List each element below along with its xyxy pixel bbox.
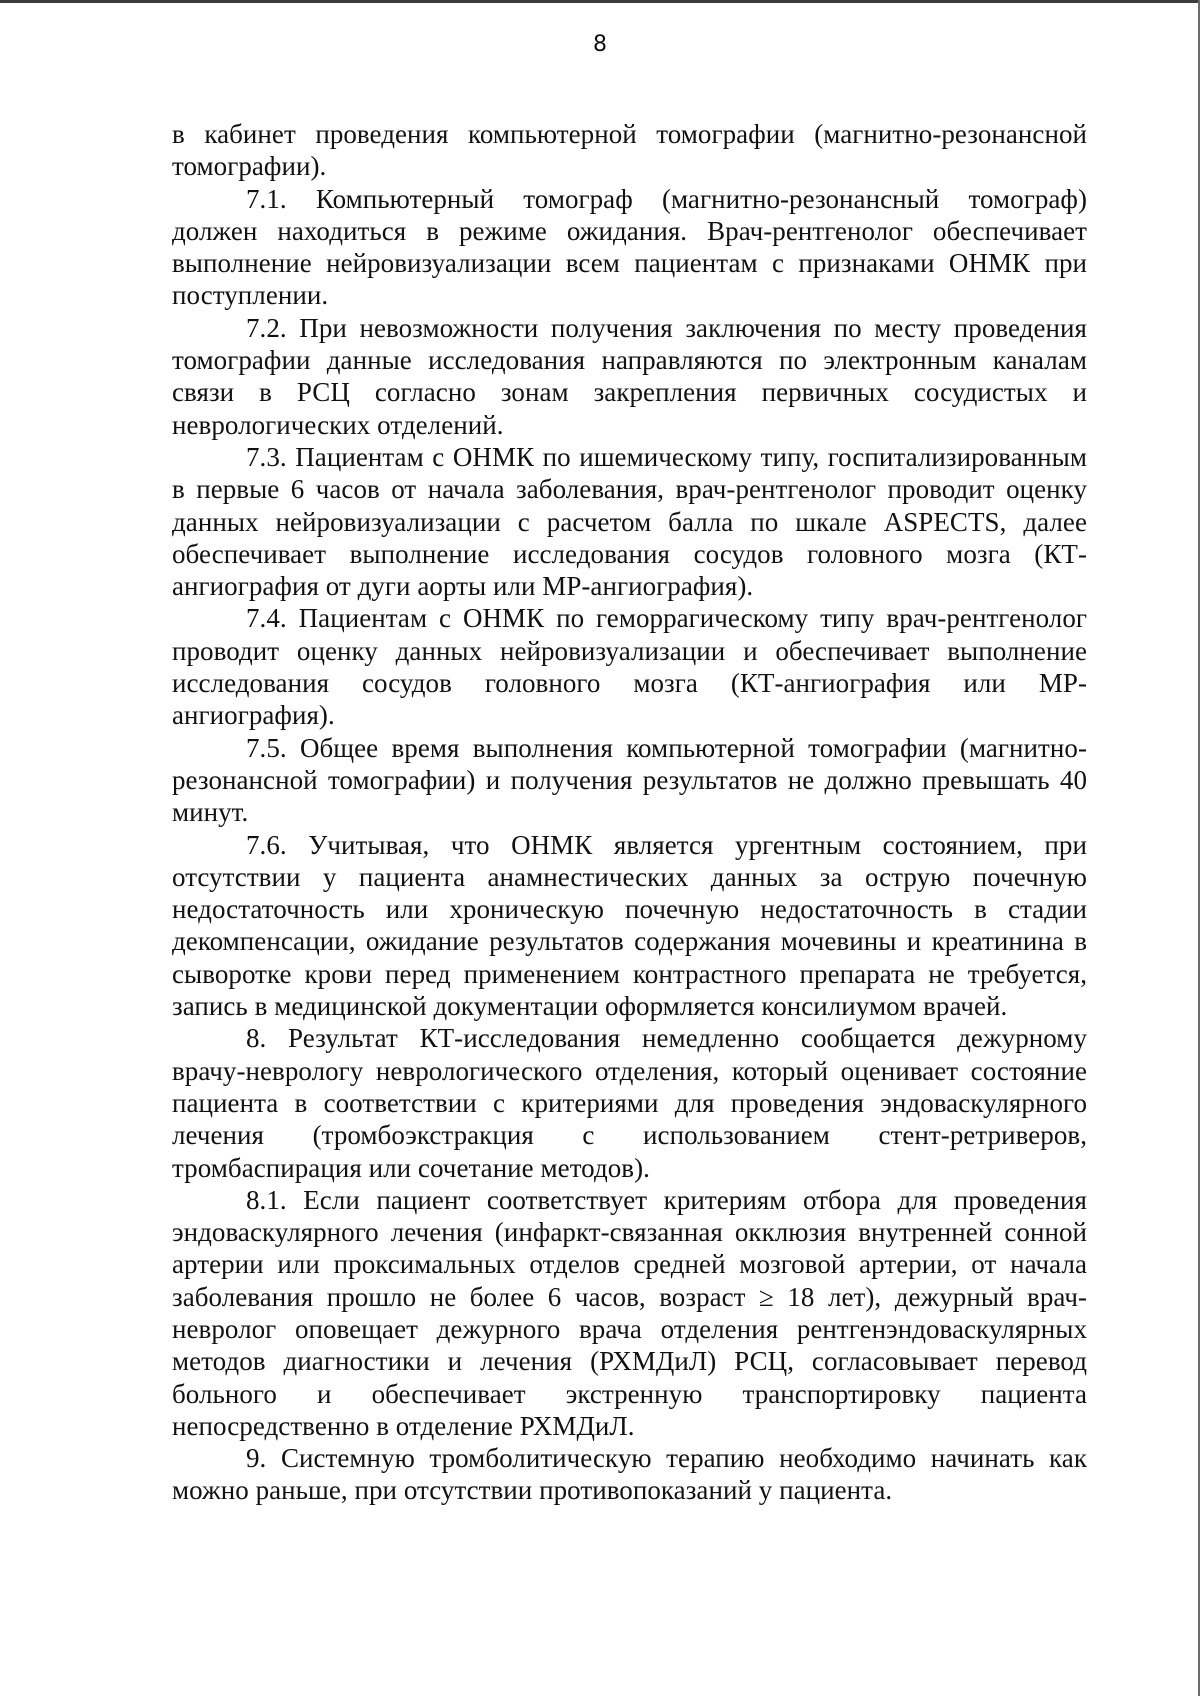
paragraph-8: 8. Результат КТ-исследования немедленно сообщается дежурному врачу-неврологу неврологического отделения, который оценивает состояние пациента в соответствии с критериями для проведения эндоваскулярного лечения (тромбоэкстракция с использованием стент-ретриверов, тромбаспирация или сочетание методов). xyxy=(172,1023,1087,1183)
paragraph-continuation: в кабинет проведения компьютерной томографии (магнитно-резонансной томографии). xyxy=(172,119,1087,182)
scan-edge-top xyxy=(0,0,1200,3)
paragraph-7-2: 7.2. При невозможности получения заключения по месту проведения томографии данные исследования направляются по электронным каналам связи в РСЦ согласно зонам закрепления первичных сосудистых и неврологических отделений. xyxy=(172,312,1087,440)
paragraph-7-3: 7.3. Пациентам с ОНМК по ишемическому типу, госпитализированным в первые 6 часов от начала заболевания, врач-рентгенолог проводит оценку данных нейровизуализации с расчетом балла по шкале ASPECTS, далее обеспечивает выполнение исследования сосудов головного мозга (КТ-ангиография от дуги аорты или МР-ангиография). xyxy=(172,441,1087,602)
page-number: 8 xyxy=(593,32,607,57)
paragraph-7-4: 7.4. Пациентам с ОНМК по геморрагическому типу врач-рентгенолог проводит оценку данных нейровизуализации и обеспечивает выполнение исследования сосудов головного мозга (КТ-ангиография или МР-ангиография). xyxy=(172,603,1087,731)
document-body xyxy=(172,118,1087,1507)
paragraph-7-5: 7.5. Общее время выполнения компьютерной томографии (магнитно-резонансной томографии) и получения результатов не должно превышать 40 минут. xyxy=(172,732,1087,828)
paragraph-9: 9. Системную тромболитическую терапию необходимо начинать как можно раньше, при отсутствии противопоказаний у пациента. xyxy=(172,1443,1087,1506)
paragraph-7-1: 7.1. Компьютерный томограф (магнитно-резонансный томограф) должен находиться в режиме ожидания. Врач-рентгенолог обеспечивает выполнение нейровизуализации всем пациентам с признаками ОНМК при поступлении. xyxy=(172,183,1087,311)
paragraph-7-6: 7.6. Учитывая, что ОНМК является ургентным состоянием, при отсутствии у пациента анамнестических данных за острую почечную недостаточность или хроническую почечную недостаточность в стадии декомпенсации, ожидание результатов содержания мочевины и креатинина в сыворотке крови перед применением контрастного препарата не требуется, запись в медицинской документации оформляется консилиумом врачей. xyxy=(172,829,1087,1022)
paragraph-8-1: 8.1. Если пациент соответствует критериям отбора для проведения эндоваскулярного лечения (инфаркт-связанная окклюзия внутренней сонной артерии или проксимальных отделов средней мозговой артерии, от начала заболевания прошло не более 6 часов, возраст ≥ 18 лет), дежурный врач-невролог оповещает дежурного врача отделения рентгенэндоваскулярных методов диагностики и лечения (РХМДиЛ) РСЦ, согласовывает перевод больного и обеспечивает экстренную транспортировку пациента непосредственно в отделение РХМДиЛ. xyxy=(172,1184,1087,1441)
